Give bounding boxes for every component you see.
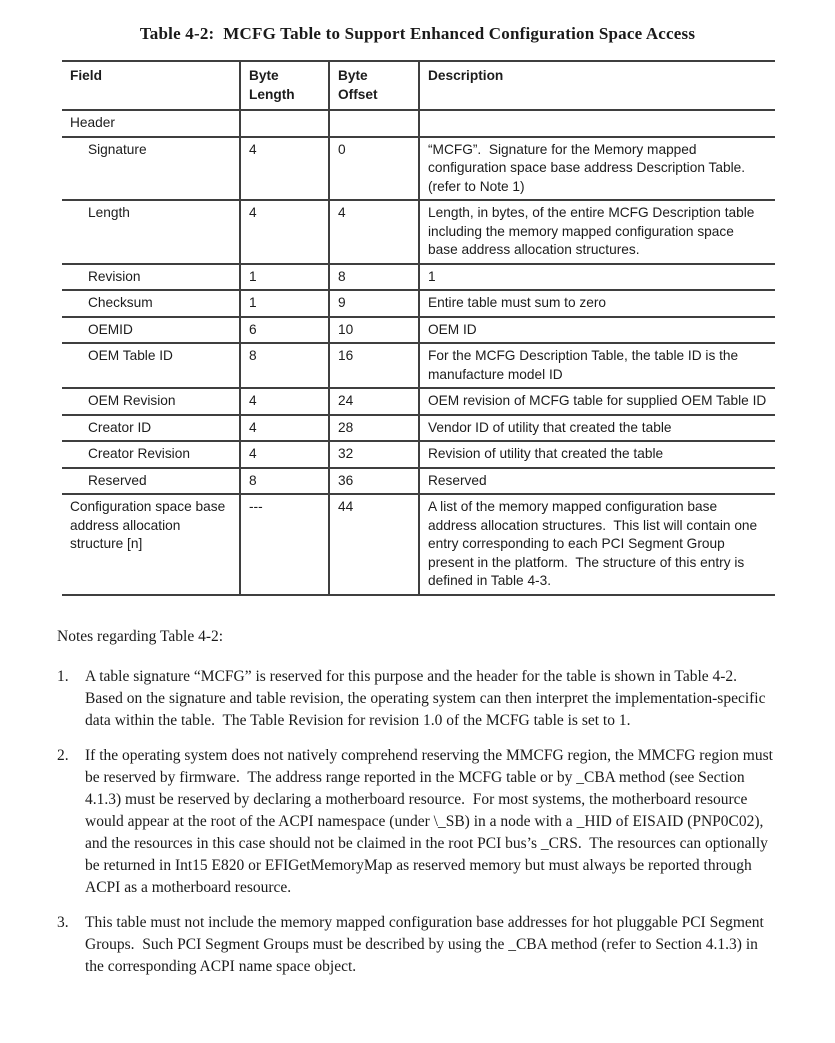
byte-length-cell: 8	[240, 468, 329, 495]
column-header-byte-length: Byte Length	[240, 61, 329, 110]
column-header-byte-offset: Byte Offset	[329, 61, 419, 110]
table-row	[62, 343, 775, 388]
table-header-row	[62, 61, 775, 110]
description-cell	[419, 110, 775, 137]
table-caption: Table 4-2: MCFG Table to Support Enhanced Configuration Space Access	[139, 24, 696, 43]
byte-length-cell: 4	[240, 200, 329, 264]
table-row	[62, 137, 775, 201]
description-cell: Reserved	[428, 472, 487, 488]
byte-offset-cell: 32	[329, 441, 419, 468]
note-text: If the operating system does not natively comprehend reserving the MMCFG region, the MMCFG region must be reserved by firmware. The address range reported in the MCFG table or by _CBA method (see Section 4.1.3) must be reserved by declaring a motherboard resource. For most systems, the motherboard resource would appear at the root of the ACPI namespace (under \_SB) in a node with a _HID of EISAID (PNP0C02), and the resources in this case should not be claimed in the root PCI bus’s _CRS. The resources can optionally be returned in Int15 E820 or EFIGetMemoryMap as reserved memory but must always be reported through ACPI as a motherboard resource.	[85, 746, 777, 896]
description-cell: Length, in bytes, of the entire MCFG Description table including the memory mapped configuration space base address allocation structures.	[428, 205, 759, 257]
byte-length-cell: ---	[240, 494, 329, 595]
table-row	[62, 468, 775, 495]
byte-length-cell: 8	[240, 343, 329, 388]
field-cell: OEM Revision	[62, 388, 240, 415]
description-cell: A list of the memory mapped configuration base address allocation structures. This list will contain one entry corresponding to each PCI Segment Group present in the platform. The structure of this entry is defined in Table 4-3.	[428, 499, 761, 588]
description-cell: “MCFG”. Signature for the Memory mapped configuration space base address Description Table. (refer to Note 1)	[428, 141, 753, 194]
description-cell: Entire table must sum to zero	[428, 295, 607, 310]
byte-offset-cell: 36	[329, 468, 419, 495]
note-text: This table must not include the memory mapped configuration base addresses for hot pluggable PCI Segment Groups. Such PCI Segment Groups must be described by using the _CBA method (refer to Section 4.1.3) in the corresponding ACPI name space object.	[85, 913, 768, 975]
byte-length-cell: 4	[240, 137, 329, 201]
byte-length-cell: 4	[240, 441, 329, 468]
description-cell: 1	[428, 268, 436, 284]
table-row	[62, 110, 775, 137]
byte-offset-cell: 10	[329, 317, 419, 344]
note-text: A table signature “MCFG” is reserved for this purpose and the header for the table is shown in Table 4-2. Based on the signature and table revision, the operating system can then interpret the implementation-specific data within the table. The Table Revision for revision 1.0 of the MCFG table is set to 1.	[85, 667, 770, 729]
byte-offset-cell: 4	[329, 200, 419, 264]
table-row	[62, 200, 775, 264]
byte-length-cell: 1	[240, 264, 329, 291]
field-cell: Reserved	[62, 468, 240, 495]
field-cell: OEM Table ID	[62, 343, 240, 388]
column-header-field: Field	[62, 61, 240, 110]
field-cell: Length	[62, 200, 240, 264]
field-cell: Signature	[62, 137, 240, 201]
field-cell: OEMID	[62, 317, 240, 344]
description-cell: Vendor ID of utility that created the table	[428, 419, 672, 435]
table-row	[62, 494, 775, 595]
note-number: 1.	[57, 667, 69, 685]
note-number: 3.	[57, 913, 69, 931]
description-cell: For the MCFG Description Table, the table ID is the manufacture model ID	[428, 348, 742, 382]
note-item	[57, 666, 778, 732]
note-number: 2.	[57, 746, 69, 764]
field-cell: Checksum	[62, 290, 240, 317]
table-row	[62, 441, 775, 468]
byte-length-cell: 1	[240, 290, 329, 317]
description-cell: Revision of utility that created the table	[428, 446, 664, 461]
table-row	[62, 290, 775, 317]
column-header-description: Description	[428, 68, 504, 83]
notes-list	[57, 666, 778, 978]
byte-offset-cell: 44	[329, 494, 419, 595]
byte-offset-cell: 0	[329, 137, 419, 201]
field-cell: Creator ID	[62, 415, 240, 442]
field-cell: Revision	[62, 264, 240, 291]
table-row	[62, 415, 775, 442]
byte-length-cell	[240, 110, 329, 137]
byte-length-cell: 4	[240, 388, 329, 415]
table-row	[62, 317, 775, 344]
byte-length-cell: 4	[240, 415, 329, 442]
description-cell: OEM revision of MCFG table for supplied OEM Table ID	[428, 393, 767, 408]
field-cell: Configuration space base address allocation structure [n]	[62, 494, 240, 595]
byte-offset-cell: 16	[329, 343, 419, 388]
byte-offset-cell: 8	[329, 264, 419, 291]
table-row	[62, 264, 775, 291]
byte-offset-cell: 28	[329, 415, 419, 442]
byte-offset-cell: 9	[329, 290, 419, 317]
field-cell: Creator Revision	[62, 441, 240, 468]
table-row	[62, 388, 775, 415]
byte-length-cell: 6	[240, 317, 329, 344]
byte-offset-cell: 24	[329, 388, 419, 415]
description-cell: OEM ID	[428, 321, 477, 337]
note-item	[57, 745, 778, 899]
note-item	[57, 912, 778, 978]
byte-offset-cell	[329, 110, 419, 137]
field-cell: Header	[62, 110, 240, 137]
mcfg-table	[62, 60, 775, 596]
notes-heading: Notes regarding Table 4-2:	[57, 627, 224, 645]
